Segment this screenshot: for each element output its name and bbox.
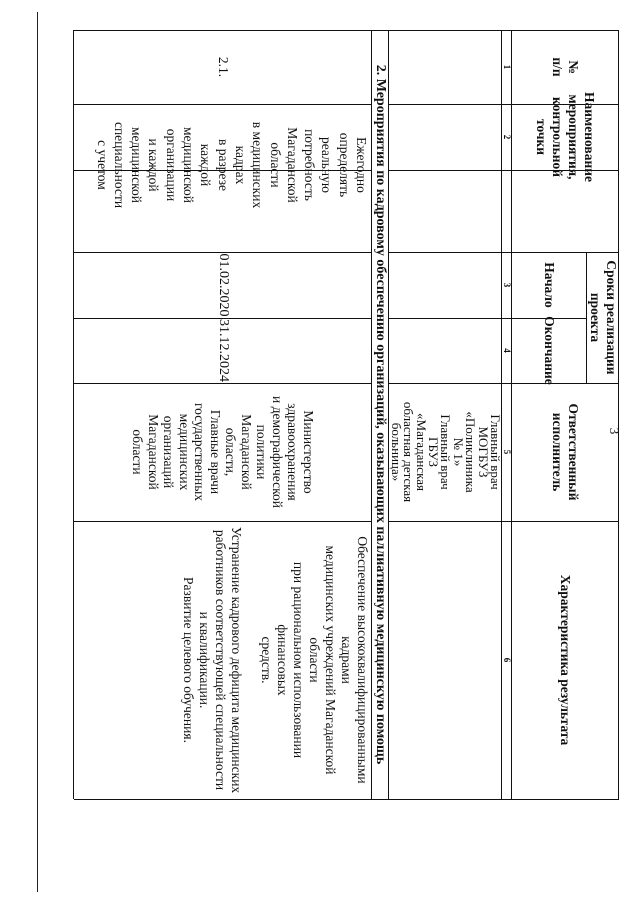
row-21-num: 2.1.	[216, 56, 231, 78]
header-num: № п/п	[550, 57, 582, 77]
col-number-6: 6	[502, 657, 512, 663]
page-number: 3	[607, 427, 622, 435]
header-name: Наименование мероприятия, контрольной точки	[534, 92, 598, 182]
row-21-start: 01.02.2020	[216, 253, 231, 317]
col-number-4: 4	[502, 348, 512, 353]
col-number-1: 1	[502, 64, 512, 70]
header-result: Характеристика результата	[558, 574, 574, 746]
header-responsible: Ответственный исполнитель	[550, 403, 582, 501]
table-border-right	[74, 799, 619, 800]
row-21-result	[74, 521, 372, 799]
result-paragraph-1: Обеспечение высококвалифицированными кадрами медицинских учреждений Магаданской области при рациональном использовании финансовых средств.	[259, 536, 370, 784]
col-number-5: 5	[502, 449, 512, 455]
row-21-name: Ежегодно определять реальную потребность Магаданской области в медицинских кадрах в разрезе каждой медицинской организации и каждой медицинской специальности с учетом	[94, 121, 369, 209]
footnote-rule	[37, 12, 38, 892]
rotated-table	[73, 0, 619, 905]
section-title: 2. Мероприятия по кадровому обеспечению организаций, оказывающих паллиативную медицинскую помощь	[373, 64, 389, 765]
row-21-end: 31.12.2024	[216, 319, 231, 382]
result-paragraph-3: Развитие целевого обучения.	[181, 577, 196, 743]
row-21-responsible: Министерство здравоохранения и демографической политики Магаданской области, Главные врачи государственных медицинских организаций Магаданской области	[130, 396, 316, 508]
result-paragraph-2: Устранение кадрового дефицита медицинских работников соответствующей специальности и квалификации.	[197, 526, 244, 794]
col-number-2: 2	[502, 134, 512, 140]
header-start: Начало	[542, 262, 558, 308]
continued-responsible: Главный врач МОГБУЗ «Поликлиника № 1» Главный врач ГБУЗ «Магаданская областная детская больница»	[388, 401, 503, 503]
col-number-3: 3	[502, 282, 512, 288]
header-end: Окончание	[542, 316, 558, 385]
header-terms: Сроки реализации проекта	[588, 260, 619, 375]
